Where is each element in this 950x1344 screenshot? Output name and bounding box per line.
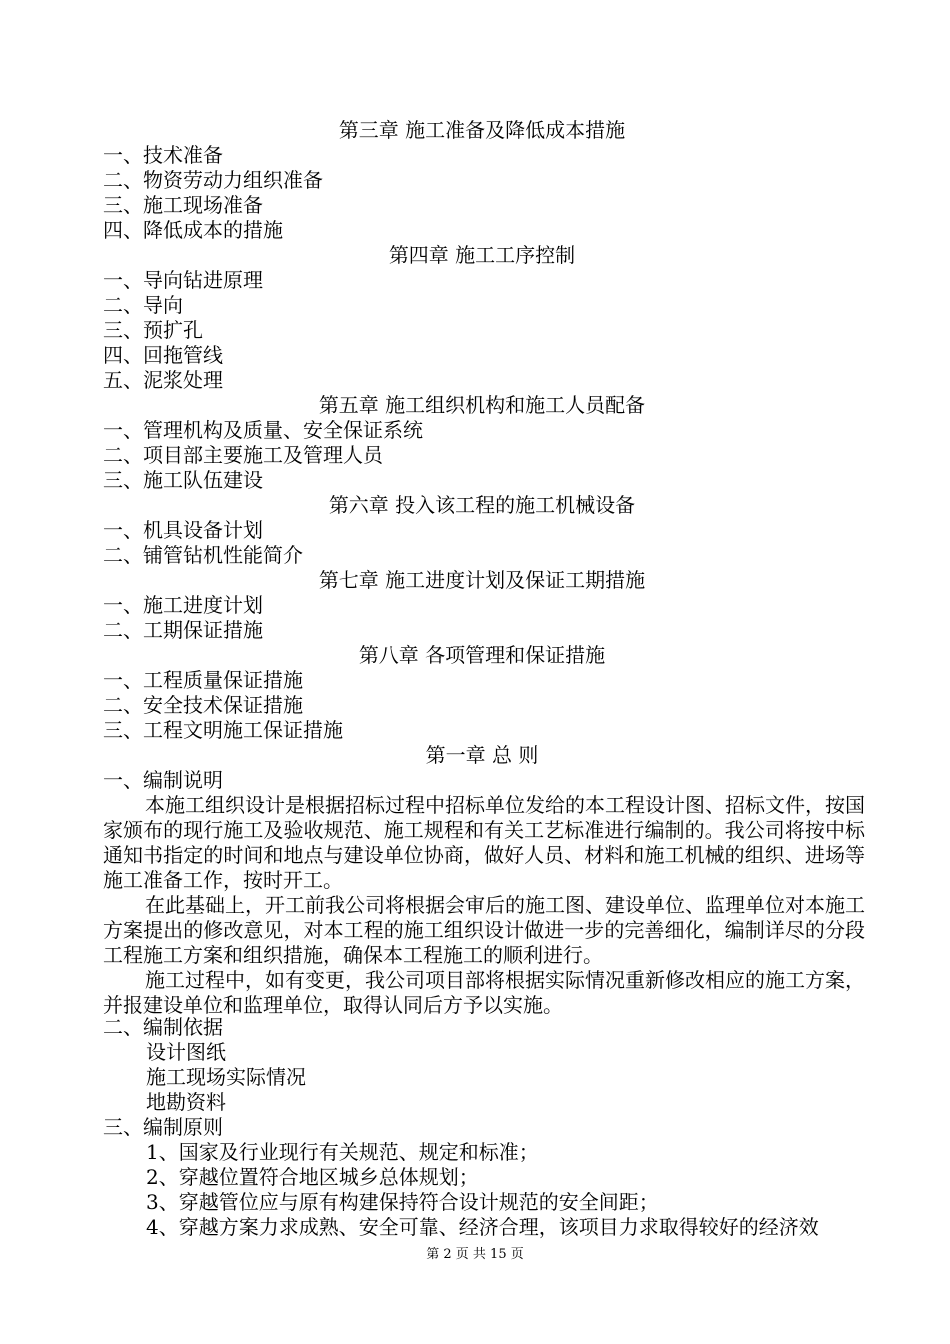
list-item: 3、穿越管位应与原有构建保持符合设计规范的安全间距； — [146, 1190, 659, 1214]
chapter-1-title: 第一章 总 则 — [425, 743, 539, 767]
toc-item: 一、工程质量保证措施 — [103, 668, 303, 692]
section-heading: 二、编制依据 — [103, 1015, 223, 1039]
list-item: 施工现场实际情况 — [146, 1065, 306, 1089]
section-heading: 一、编制说明 — [103, 768, 223, 792]
list-item: 1、国家及行业现行有关规范、规定和标准； — [146, 1140, 539, 1164]
list-item: 设计图纸 — [146, 1040, 226, 1064]
page-number-footer: 第 2 页 共 15 页 — [426, 1247, 524, 1262]
chapter-6-title: 第六章 投入该工程的施工机械设备 — [328, 493, 636, 517]
toc-item: 二、安全技术保证措施 — [103, 693, 303, 717]
toc-item: 二、物资劳动力组织准备 — [103, 168, 323, 192]
chapter-3-title: 第三章 施工准备及降低成本措施 — [338, 118, 626, 142]
list-item: 地勘资料 — [146, 1090, 226, 1114]
toc-item: 二、导向 — [103, 293, 183, 317]
toc-item: 一、导向钻进原理 — [103, 268, 263, 292]
toc-item: 一、施工进度计划 — [103, 593, 263, 617]
toc-item: 三、工程文明施工保证措施 — [103, 718, 343, 742]
toc-item: 三、预扩孔 — [103, 318, 203, 342]
body-paragraph: 在此基础上，开工前我公司将根据会审后的施工图、建设单位、监理单位对本施工方案提出的修改意见，对本工程的施工组织设计做进一步的完善细化，编制详尽的分段工程施工方案和组织措施，确保本工程施工的顺利进行。 — [103, 893, 865, 967]
section-heading: 三、编制原则 — [103, 1115, 223, 1139]
paragraph-block — [103, 793, 865, 1018]
chapter-7-title: 第七章 施工进度计划及保证工期措施 — [318, 568, 646, 592]
toc-item: 五、泥浆处理 — [103, 368, 223, 392]
body-paragraph: 本施工组织设计是根据招标过程中招标单位发给的本工程设计图、招标文件，按国家颁布的现行施工及验收规范、施工规程和有关工艺标准进行编制的。我公司将按中标通知书指定的时间和地点与建设单位协商，做好人员、材料和施工机械的组织、进场等施工准备工作，按时开工。 — [103, 793, 865, 892]
list-item: 2、穿越位置符合地区城乡总体规划； — [146, 1165, 479, 1189]
toc-item: 三、施工现场准备 — [103, 193, 263, 217]
toc-item: 三、施工队伍建设 — [103, 468, 263, 492]
toc-item: 一、机具设备计划 — [103, 518, 263, 542]
toc-item: 四、回拖管线 — [103, 343, 223, 367]
toc-item: 一、管理机构及质量、安全保证系统 — [103, 418, 423, 442]
list-item: 4、穿越方案力求成熟、安全可靠、经济合理，该项目力求取得较好的经济效 — [146, 1215, 819, 1239]
toc-item: 二、工期保证措施 — [103, 618, 263, 642]
chapter-5-title: 第五章 施工组织机构和施工人员配备 — [318, 393, 646, 417]
toc-item: 四、降低成本的措施 — [103, 218, 283, 242]
toc-item: 一、技术准备 — [103, 143, 223, 167]
chapter-8-title: 第八章 各项管理和保证措施 — [358, 643, 606, 667]
body-paragraph: 施工过程中，如有变更，我公司项目部将根据实际情况重新修改相应的施工方案，并报建设单位和监理单位，取得认同后方予以实施。 — [103, 968, 865, 1017]
chapter-4-title: 第四章 施工工序控制 — [388, 243, 576, 267]
toc-item: 二、铺管钻机性能简介 — [103, 543, 303, 567]
toc-item: 二、项目部主要施工及管理人员 — [103, 443, 383, 467]
